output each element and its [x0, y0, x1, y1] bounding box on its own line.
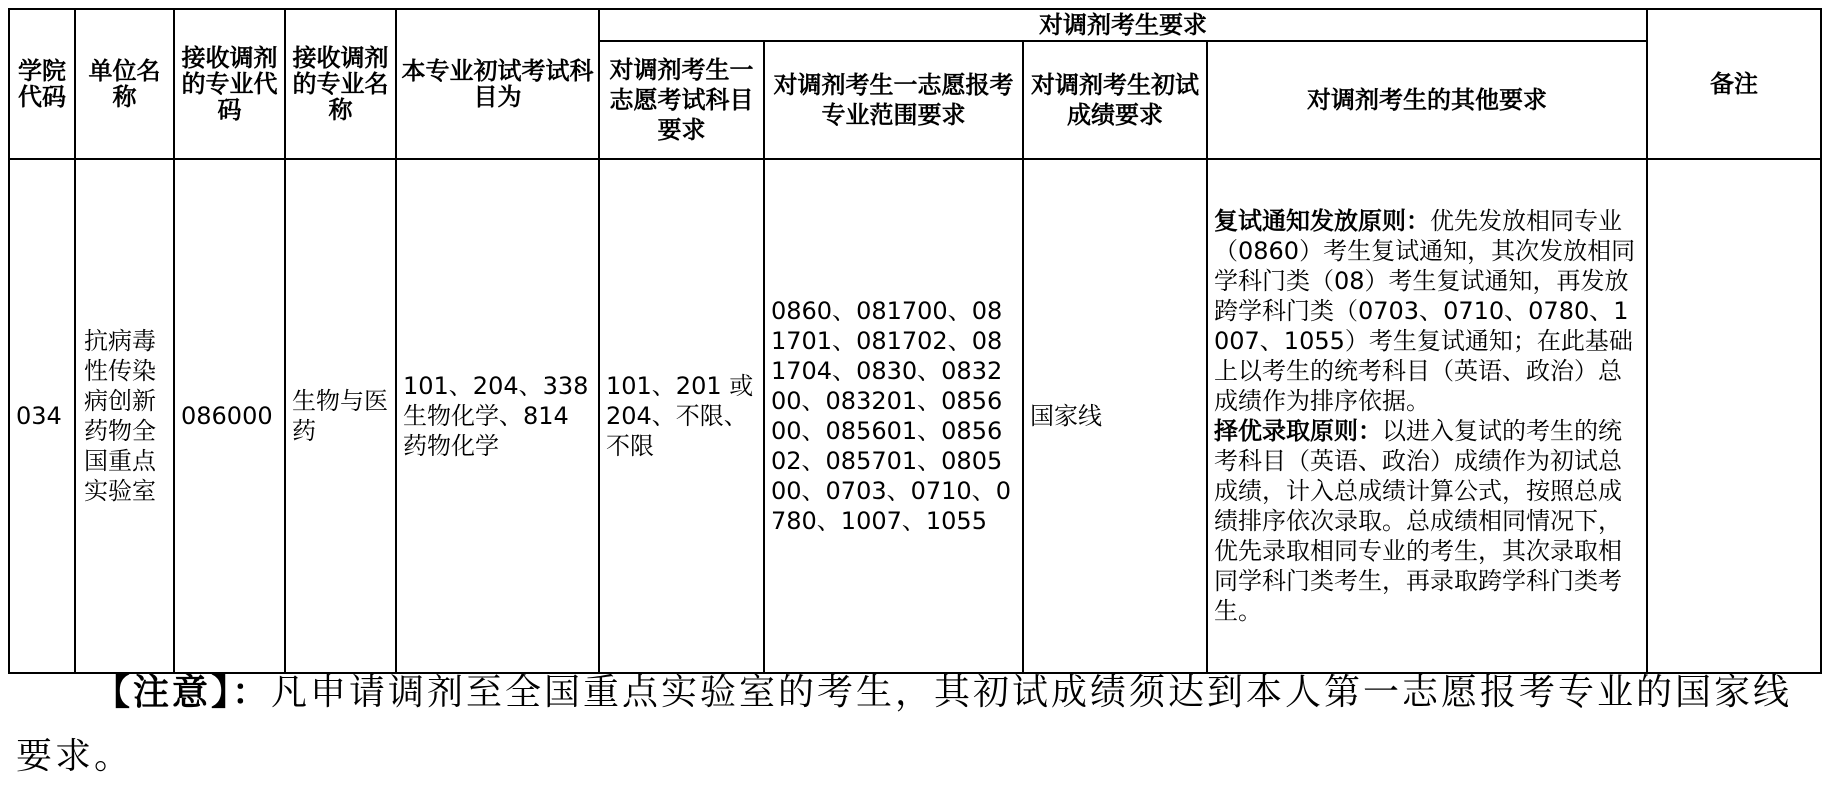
header-first-choice-major-scope: 对调剂考生一志愿报考专业范围要求 [764, 41, 1023, 159]
cell-first-choice-subjects: 101、201 或 204、不限、不限 [599, 159, 764, 673]
header-first-choice-subjects: 对调剂考生一志愿考试科目要求 [599, 41, 764, 159]
cell-major-name: 生物与医药 [285, 159, 396, 673]
cell-exam-subjects: 101、204、338 生物化学、814 药物化学 [396, 159, 599, 673]
header-initial-score: 对调剂考生初试成绩要求 [1023, 41, 1207, 159]
cell-major-code: 086000 [174, 159, 285, 673]
retest-notice-principle-title: 复试通知发放原则： [1214, 207, 1430, 235]
cell-school-code: 034 [9, 159, 75, 673]
cell-other-requirements [1207, 159, 1647, 673]
header-exam-subjects: 本专业初试考试科目为 [396, 9, 599, 159]
admission-principle-text: 以进入复试的考生的统考科目（英语、政治）成绩作为初试总成绩，计入总成绩计算公式，按照总成绩排序依次录取。总成绩相同情况下，优先录取相同专业的考生，其次录取相同学科门类考生，再录取跨学科门类考生。 [1214, 417, 1622, 625]
cell-remarks [1647, 159, 1821, 673]
retest-notice-principle-text: 优先发放相同专业（0860）考生复试通知，其次发放相同学科门类（08）考生复试通知，再发放跨学科门类（0703、0710、0780、1007、1055）考生复试通知；在此基础上以考生的统考科目（英语、政治）总成绩作为排序依据。 [1214, 207, 1636, 415]
adjustment-requirements-table [8, 8, 1822, 674]
header-requirements-group: 对调剂考生要求 [599, 9, 1647, 41]
header-receive-major-code: 接收调剂的专业代码 [174, 9, 285, 159]
cell-initial-score: 国家线 [1023, 159, 1207, 673]
admission-principle-title: 择优录取原则： [1214, 417, 1382, 445]
note-label: 【注意】： [94, 671, 272, 713]
adjustment-table-container [8, 8, 1820, 674]
note-paragraph [16, 660, 1811, 789]
header-receive-major-name: 接收调剂的专业名称 [285, 9, 396, 159]
cell-unit-name: 抗病毒性传染病创新药物全国重点实验室 [75, 159, 174, 673]
cell-first-choice-major-scope: 0860、081700、081701、081702、081704、0830、083200、083201、085600、085601、085602、085701、080500、0703、0710、0780、1007、1055 [764, 159, 1023, 673]
header-other-requirements: 对调剂考生的其他要求 [1207, 41, 1647, 159]
header-unit-name: 单位名称 [75, 9, 174, 159]
header-remarks: 备注 [1647, 9, 1821, 159]
note-text: 凡申请调剂至全国重点实验室的考生，其初试成绩须达到本人第一志愿报考专业的国家线要求。 [16, 672, 1793, 777]
header-school-code: 学院代码 [9, 9, 75, 159]
table-row [9, 159, 1821, 673]
